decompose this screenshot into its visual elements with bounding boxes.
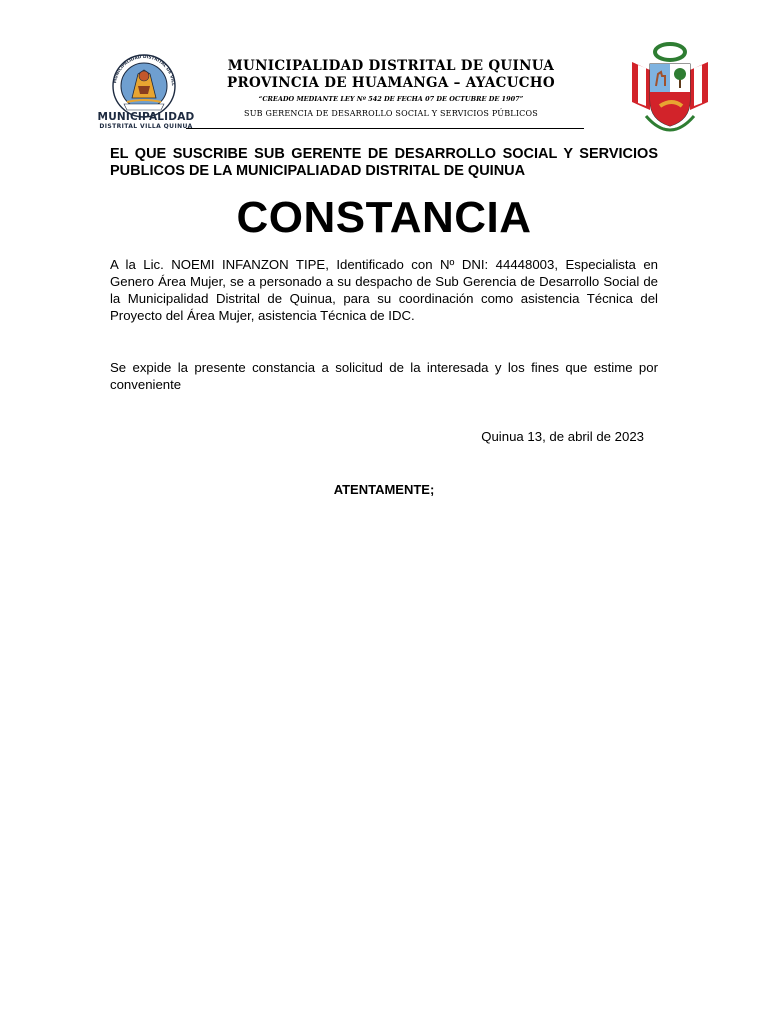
body-paragraph-2: Se expide la presente constancia a solicitud de la interesada y los fines que estime por conveniente xyxy=(110,360,658,392)
letterhead-department: SUB GERENCIA DE DESARROLLO SOCIAL Y SERVICIOS PÚBLICOS xyxy=(244,109,538,118)
document-title: CONSTANCIA xyxy=(236,193,532,242)
letterhead-law: “CREADO MEDIANTE LEY Nº 542 DE FECHA 07 DE OCTUBRE DE 1907” xyxy=(258,95,524,103)
closing-salutation: ATENTAMENTE; xyxy=(333,482,435,497)
logo-text-sub: DISTRITAL VILLA QUINUA xyxy=(99,123,193,130)
intro-statement: EL QUE SUSCRIBE SUB GERENTE DE DESARROLLO SOCIAL Y SERVICIOS PUBLICOS DE LA MUNICIPALIADAD DISTRITAL DE QUINUA xyxy=(110,146,658,179)
letterhead-municipality: MUNICIPALIDAD DISTRITAL DE QUINUA xyxy=(227,58,555,74)
municipal-logo-text xyxy=(96,112,196,130)
peru-coat-of-arms-icon xyxy=(628,40,712,134)
issue-date: Quinua 13, de abril de 2023 xyxy=(481,429,644,444)
logo-text-main: MUNICIPALIDAD xyxy=(97,111,195,123)
header-divider xyxy=(186,128,584,129)
letterhead-province: PROVINCIA DE HUAMANGA – AYACUCHO xyxy=(227,75,555,91)
letterhead xyxy=(196,58,586,119)
seal-ring-text: MUNICIPALIDAD DISTRITAL DE VILL xyxy=(113,54,176,86)
body-paragraph-1: A la Lic. NOEMI INFANZON TIPE, Identificado con Nº DNI: 44448003, Especialista en Genero Área Mujer, se a personado a su despacho de Sub Gerencia de Desarrollo Social de la Municipalidad Distrital de Quinua, para su coordinación como asistencia Técnica del Proyecto del Área Mujer, asistencia Técnica de IDC. xyxy=(110,257,658,323)
